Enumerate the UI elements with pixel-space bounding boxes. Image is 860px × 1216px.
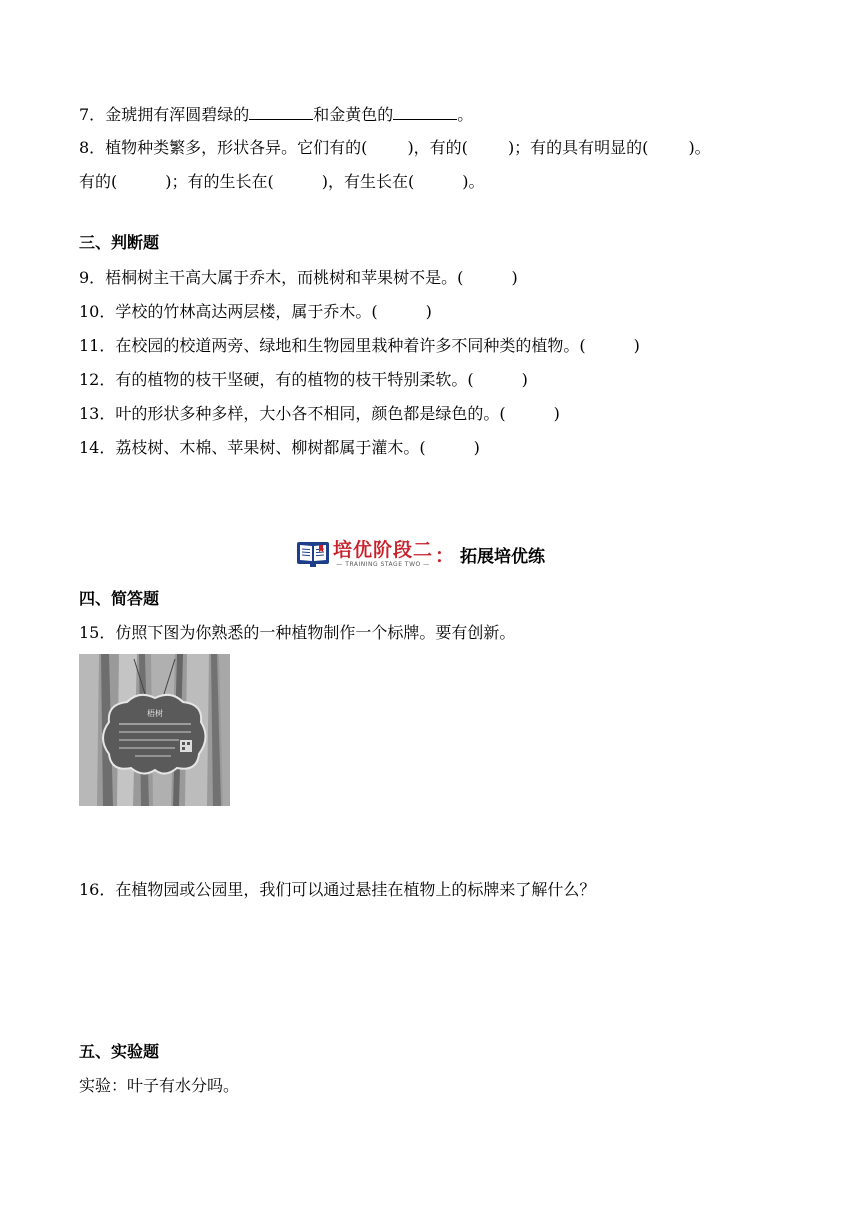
question-8-line-2 [79,171,485,193]
question-13 [79,403,560,425]
q12-text: 12．有的植物的枝干坚硬，有的植物的枝干特别柔软。( [79,370,474,389]
q12-close-paren: ) [521,370,528,389]
q8-text-4: )。 [688,138,711,157]
question-8-line-1 [79,137,711,159]
question-15: 15．仿照下图为你熟悉的一种植物制作一个标牌。要有创新。 [79,623,516,642]
q14-text: 14．荔枝树、木棉、苹果树、柳树都属于灌木。( [79,438,426,457]
q8-text-2: )，有的( [407,138,468,157]
q7-text-1: 金琥拥有浑圆碧绿的 [105,105,250,124]
question-14 [79,437,480,459]
question-12 [79,369,528,391]
q7-text-3: 。 [457,105,474,124]
stage-subtitle-en-text: TRAINING STAGE TWO [345,561,421,568]
q13-close-paren: ) [553,404,560,423]
sign-title: 梧树 [147,709,163,718]
q10-close-paren: ) [425,302,432,321]
q8-text-3: )；有的具有明显的( [507,138,649,157]
q11-close-paren: ) [633,336,640,355]
q9-text: 9．梧桐树主干高大属于乔木，而桃树和苹果树不是。( [79,268,464,287]
q8-text-1: 8．植物种类繁多，形状各异。它们有的( [79,138,368,157]
q7-blank-1[interactable] [249,105,313,120]
tree-bark-image [79,654,230,806]
q7-text-2: 和金黄色的 [313,105,394,124]
tree-sign-photo [79,654,230,806]
q10-text: 10．学校的竹林高达两层楼，属于乔木。( [79,302,378,321]
q8-text-5: 有的( [79,172,118,191]
stage-title-block [333,539,433,569]
stage-banner [296,536,545,572]
section-5-heading: 五、实验题 [79,1042,160,1061]
stage-title: 培优阶段二 [333,539,434,561]
q11-text: 11．在校园的校道两旁、绿地和生物园里栽种着许多不同种类的植物。( [79,336,586,355]
question-10 [79,301,432,323]
question-9 [79,267,518,289]
section-4-heading: 四、简答题 [79,589,160,608]
section-3-heading: 三、判断题 [79,233,160,252]
q8-text-7: )，有生长在( [321,172,415,191]
stage-colon: ： [435,544,455,567]
q7-blank-2[interactable] [393,105,457,120]
question-11 [79,335,640,357]
q7-number: 7． [79,105,106,124]
q14-close-paren: ) [473,438,480,457]
question-16: 16．在植物园或公园里，我们可以通过悬挂在植物上的标牌来了解什么？ [79,880,596,899]
q8-text-8: )。 [462,172,485,191]
q13-text: 13．叶的形状多种多样，大小各不相同，颜色都是绿色的。( [79,404,506,423]
q8-text-6: )；有的生长在( [165,172,274,191]
book-icon [296,540,330,568]
stage-label: 拓展培优练 [460,546,546,567]
experiment-text: 实验：叶子有水分吗。 [79,1076,240,1095]
stage-subtitle-en: — TRAINING STAGE TWO — [336,561,430,568]
question-7 [79,104,473,126]
q9-close-paren: ) [511,268,518,287]
